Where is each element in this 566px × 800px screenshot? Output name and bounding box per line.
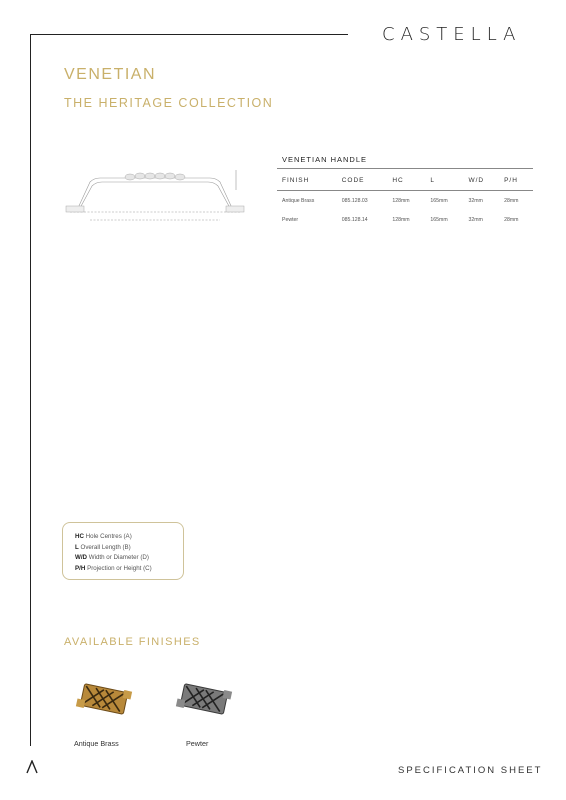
col-code: CODE	[337, 169, 388, 191]
antique-brass-swatch	[74, 674, 134, 724]
cell-l: 165mm	[430, 217, 448, 223]
legend-item: L Overall Length (B)	[75, 543, 131, 551]
table-row	[277, 191, 533, 211]
legend-item: W/D Width or Diameter (D)	[75, 554, 149, 561]
cell-code: 085.128.14	[341, 217, 368, 223]
pewter-label: Pewter	[186, 739, 209, 748]
cell-wd: 32mm	[468, 217, 483, 223]
spec-table-title: VENETIAN HANDLE	[282, 155, 368, 164]
handle-dimension-drawing	[60, 160, 250, 230]
cell-wd: 32mm	[468, 198, 483, 204]
finishes-heading: AVAILABLE FINISHES	[64, 636, 201, 648]
page-title: VENETIAN	[64, 66, 157, 83]
cell-ph: 28mm	[504, 217, 519, 223]
col-hc: HC	[387, 169, 425, 191]
brand-mark-icon	[26, 760, 38, 774]
page-subtitle: THE HERITAGE COLLECTION	[64, 96, 274, 110]
legend-item: P/H Projection or Height (C)	[75, 564, 152, 572]
spec-table	[277, 168, 533, 229]
footer-label: SPECIFICATION SHEET	[398, 765, 543, 776]
col-ph: P/H	[499, 169, 533, 191]
antique-brass-label: Antique Brass	[74, 739, 119, 748]
cell-finish: Antique Brass	[282, 198, 315, 204]
table-row	[277, 210, 533, 229]
frame-top-rule	[30, 34, 348, 35]
cell-hc: 128mm	[392, 198, 410, 204]
brand-logo: CASTELLA	[382, 24, 522, 45]
cell-finish: Pewter	[282, 217, 299, 223]
pewter-swatch	[174, 674, 234, 724]
frame-left-rule	[30, 34, 31, 746]
col-wd: W/D	[463, 169, 499, 191]
cell-code: 085.128.03	[341, 198, 368, 204]
cell-l: 165mm	[430, 198, 448, 204]
dimension-legend	[62, 522, 184, 580]
col-finish: FINISH	[277, 169, 337, 191]
col-l: L	[425, 169, 463, 191]
cell-ph: 28mm	[504, 198, 519, 204]
spec-table-header-row	[277, 169, 533, 191]
legend-item: HC Hole Centres (A)	[75, 533, 132, 540]
cell-hc: 128mm	[392, 217, 410, 223]
